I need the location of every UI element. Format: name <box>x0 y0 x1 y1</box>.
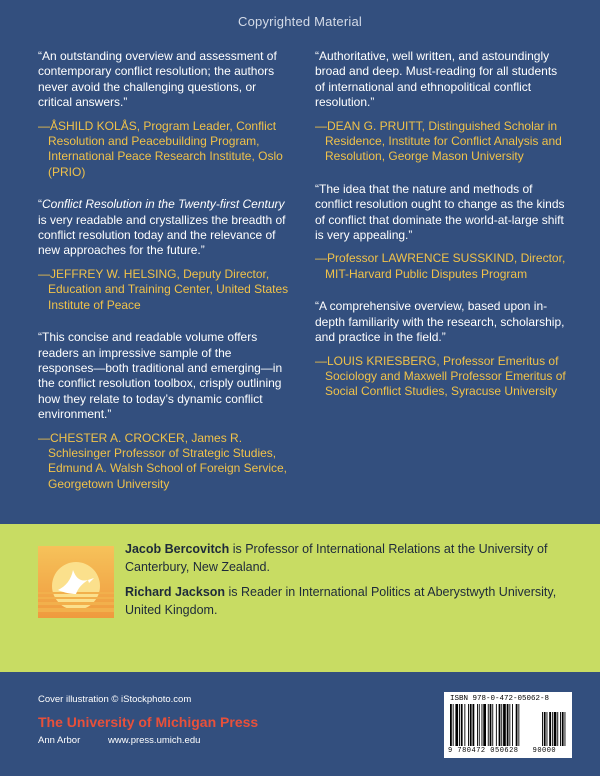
barcode-icon <box>448 704 568 746</box>
blurb-quote: “An outstanding overview and assessment of contemporary conflict resolution; the authors never avoid the challenging questions, or critical answers.” <box>38 49 277 110</box>
blurb-attribution: —CHESTER A. CROCKER, James R. Schlesinger Professor of Strategic Studies, Edmund A. Walsh School of Foreign Service, Georgetown University <box>38 430 288 491</box>
dove-sunset-icon <box>38 546 114 618</box>
blurb-pruitt <box>315 49 567 165</box>
blurb-attribution: —JEFFREY W. HELSING, Deputy Director, Education and Training Center, United States Institute of Peace <box>38 266 289 312</box>
cover-credit: Cover illustration © iStockphoto.com <box>38 694 192 705</box>
quote-open: “ <box>38 197 42 212</box>
quote-rest: is very readable and crystallizes the breadth of conflict resolution today and the relevance of new approaches for the future.” <box>38 212 286 258</box>
blurb-susskind <box>315 182 567 282</box>
blurb-quote: “Authoritative, well written, and astoundingly broad and deep. Must-reading for all students of international and ethnopolitical conflict resolution.” <box>315 49 558 110</box>
blurb-quote: “This concise and readable volume offers readers an impressive sample of the responses—both traditional and emerging—in the conflict resolution toolbox, crisply outlining how they relate to today’s dynamic conflict environment.” <box>38 330 283 422</box>
blurb-crocker <box>38 330 290 492</box>
blurb-quote: “The idea that the nature and methods of conflict resolution ought to change as the kinds of conflict that dominate the world-at-large shift is very appealing.” <box>315 181 565 243</box>
watermark: Copyrighted Material <box>238 14 362 29</box>
blurb-quote: “A comprehensive overview, based upon in-depth familiarity with the research, scholarship, and practice in the field.” <box>315 299 565 345</box>
author-bios <box>125 540 570 626</box>
right-column <box>315 49 567 417</box>
author-name: Richard Jackson <box>125 585 226 599</box>
isbn-barcode <box>444 692 572 758</box>
author-bio-text: is Professor of International Relations at the University of Canterbury, New Zealand. <box>125 542 548 574</box>
bio-jackson <box>125 583 570 619</box>
barcode-digits: 9 780472 050628 <box>448 747 519 755</box>
blurb-quote <box>38 197 290 259</box>
blurb-attribution: —Professor LAWRENCE SUSSKIND, Director, MIT-Harvard Public Disputes Program <box>315 251 566 281</box>
blurb-attribution: —LOUIS KRIESBERG, Professor Emeritus of Sociology and Maxwell Professor Emeritus of Social Conflict Studies, Syracuse University <box>315 353 566 399</box>
blurb-kriesberg <box>315 299 567 399</box>
book-title: Conflict Resolution in the Twenty-first Century <box>42 197 285 212</box>
blurb-attribution: —DEAN G. PRUITT, Distinguished Scholar in Residence, Institute for Conflict Analysis and Resolution, George Mason University <box>315 118 562 164</box>
blurb-kolas <box>38 49 290 180</box>
isbn-label: ISBN 978-0-472-05062-8 <box>450 695 550 703</box>
author-name: Jacob Bercovitch <box>125 542 230 556</box>
publisher-website: www.press.umich.edu <box>108 735 201 746</box>
publisher-city: Ann Arbor <box>38 735 81 746</box>
price-code: 90000 <box>532 747 557 755</box>
blurb-helsing <box>38 197 290 313</box>
left-column <box>38 49 290 509</box>
publisher-name: The University of Michigan Press <box>38 714 259 730</box>
bio-bercovitch <box>125 540 570 576</box>
blurb-attribution: —ÅSHILD KOLÅS, Program Leader, Conflict Resolution and Peacebuilding Program, International Peace Research Institute, Oslo (PRIO) <box>38 118 283 179</box>
author-bio-text: is Reader in International Politics at Aberystwyth University, United Kingdom. <box>125 585 557 617</box>
barcode-number <box>448 747 556 755</box>
